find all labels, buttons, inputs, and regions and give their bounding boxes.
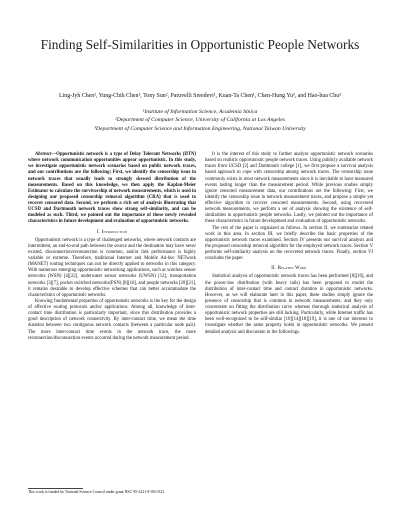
- abstract: [28, 152, 196, 226]
- right-column: [205, 152, 373, 336]
- intro-paragraph-1: Opportunistic network is a type of challenged networks, where network contacts are intermittent, an end-to-end path between the source and the destination may have never existed, disconnection/reconnection is common, and/or link performance is highly variable or extreme. Therefore, traditional Internet and Mobile Ad-hoc NETwork (MANET) routing techniques can not be directly applied to networks in this category. With numerous emerging opportunistic networking applications, such as wireless sensor networks (WSN) [4][22], underwater sensor networks (UWSN) [12], transportation networks [3][7], pocket switched networks(PSN) [8][16], and people networks [20][21], it remains desirable to develop effective schemes that can better accommodate the characteristics of opportunistic networks.: [28, 237, 196, 298]
- affiliation-3: ³Department of Computer Science and Information Engineering, National Taiwan University: [94, 125, 306, 132]
- affiliation-list: [10, 108, 390, 133]
- abstract-text: Opportunistic network is a type of Delay Tolerant Networks (DTN) where network communication opportunities appear opportunistic. In this study, we investigate opportunistic network scenarios based on public network traces, and our contributions are the following: First, we identify the censorship issue in network traces that usually leads to strongly skewed distribution of the measurements. Based on this knowledge, we then apply the Kaplan-Meier Estimator to calculate the survivorship of network measurements, which is used in designing our proposed censorship removal algorithm (CRA) that is used to recover censored data. Second, we perform a rich set of analysis illustrating that UCSD and Dartmouth network traces show strong self-similarity, and can be modeled as such. Third, we pointed out the importance of these newly revealed characteristics in future development and evaluation of opportunistic networks.: [28, 152, 196, 225]
- paper-title: Finding Self-Similarities in Opportunistic People Networks: [40, 37, 360, 52]
- intro-paragraph-4: The rest of the paper is organized as follows. In section II, we summarize related work in this area. In section III, we briefly describe the basic properties of the opportunistic network traces examined. Section IV presents our survival analysis and the proposed censorship removal algorithm for the employed network traces. Section V performs self-similarity analysis on the recovered network traces. Finally, section VI concludes the paper.: [205, 225, 373, 262]
- footnote: This work is funded by National Science Council under grant NSC 95-2221-E-001-023.: [28, 490, 166, 494]
- abstract-label: Abstract—: [35, 152, 57, 157]
- left-column: [28, 152, 196, 342]
- affiliation-1: ¹Institute of Information Science, Academia Sinica: [142, 109, 258, 115]
- affiliation-2: ²Department of Computer Science, University of California at Los Angeles: [115, 117, 285, 124]
- author-list: Ling-Jyh Chen¹, Yung-Chih Chen¹, Tony Sun², Paruvelli Sreedevi¹, Kuan-Ta Chen¹, Chen-Hung Yu³, and Hao-hua Chu³: [59, 93, 341, 99]
- related-work-paragraph: Statistical analysis of opportunistic network traces has been performed [8][16], and the power-law distribution (with heavy tails) has been proposed to model the distribution of inter-contact time and contact duration in opportunistic networks. However, as we will elaborate later in this paper, these studies simply ignore the presence of censorship that is common in network measurements, and they only concentrate on fitting the distribution curve whereas thorough statistical analysis of opportunistic network properties are still lacking. Particularly, while Internet traffic has been well-recognized to be self-similar [10][14][18][19], it is one of our interests to investigate whether the same property holds in opportunistic networks. We present detailed analysis and discussion in the followings.: [205, 274, 373, 335]
- intro-paragraph-2: Knowing fundamental properties of opportunistic networks is the key for the design of effective routing protocols and/or applications. Among all, knowledge of inter-contact time distribution is particularly important, since this distribution provides a good description of network connectivity. By inter-contact time, we mean the time duration between two contiguous network contacts (between a particular node pair). The more inter-contact time events in the network trace, the more reconnection/disconnection events occurred during the network measurement period.: [28, 298, 196, 341]
- footnote-rule: [28, 488, 83, 489]
- section-heading-related-work: II. Related Work: [271, 266, 307, 272]
- section-heading-introduction: I. Introduction: [96, 229, 128, 235]
- intro-paragraph-3: It is the interest of this study to further analyze opportunistic network scenarios based on realistic opportunistic people network traces. Using publicly available network traces from UCSD [2] and Dartmouth college [1], we first propose a survival analysis based approach to cope with censorship among network traces. The censorship issue commonly exists in most network measurements since it is inevitable to have measured events lasting longer than the measurement period. While previous studies simply ignore censored measurement data, our contributions are the following: First, we identify the censorship issue in network measurement traces, and propose a simple yet effective algorithm to recover censored measurements. Second, using recovered network measurements, we perform a set of analysis showing the existence of self-similarities in opportunistic people networks. Lastly, we pointed out the importance of these characteristics in future development and evaluation of opportunistic networks.: [205, 152, 373, 225]
